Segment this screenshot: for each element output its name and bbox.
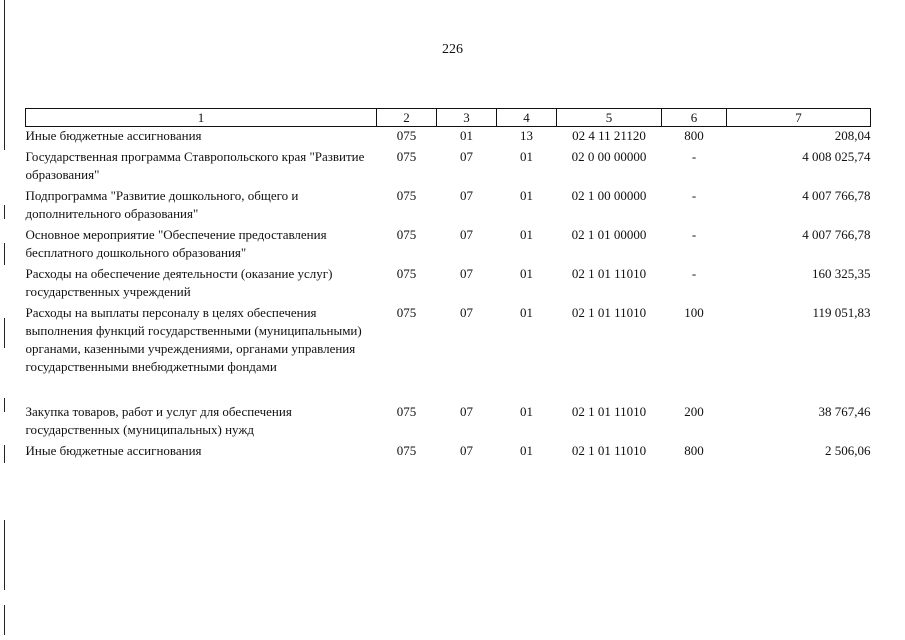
- table-row: [26, 127, 871, 149]
- column-header: 7: [727, 109, 871, 127]
- table-row: [26, 226, 871, 265]
- row-name: Расходы на обеспечение деятельности (оказание услуг) государственных учреждений: [25, 266, 333, 299]
- row-cell: 02 0 00 00000: [571, 149, 647, 164]
- table-row: [26, 403, 871, 442]
- row-amount: 208,04: [834, 128, 871, 143]
- row-cell: 075: [396, 305, 417, 320]
- scan-margin-line: [4, 243, 5, 265]
- row-name: Закупка товаров, работ и услуг для обеспечения государственных (муниципальных) нужд: [25, 404, 292, 437]
- row-cell: 01: [520, 443, 533, 458]
- row-name: Расходы на выплаты персоналу в целях обеспечения выполнения функций государственными (муниципальными) органами, казенными учреждениями, органами управления государственными внебюджетными фондами: [25, 305, 362, 374]
- budget-table: [25, 108, 871, 463]
- row-cell: 01: [520, 188, 533, 203]
- row-amount: 2 506,06: [825, 443, 871, 458]
- scan-margin-line: [4, 0, 5, 150]
- row-cell: 02 1 01 11010: [571, 404, 647, 419]
- table-row: [26, 304, 871, 379]
- row-cell: 075: [396, 188, 417, 203]
- row-cell: 800: [684, 128, 704, 143]
- row-cell: 07: [460, 404, 473, 419]
- row-cell: 07: [460, 149, 473, 164]
- column-header: 5: [557, 109, 662, 127]
- row-cell: 07: [460, 227, 473, 242]
- row-cell: 02 1 01 11010: [571, 305, 647, 320]
- row-amount: 4 007 766,78: [802, 188, 871, 203]
- row-name: Иные бюджетные ассигнования: [25, 128, 202, 143]
- row-amount: 4 007 766,78: [802, 227, 871, 242]
- row-cell: 07: [460, 443, 473, 458]
- row-cell: 07: [460, 188, 473, 203]
- row-cell: 02 1 00 00000: [571, 188, 647, 203]
- row-cell: 200: [684, 404, 704, 419]
- row-amount: 38 767,46: [818, 404, 871, 419]
- row-cell: 07: [460, 266, 473, 281]
- row-cell: -: [691, 149, 697, 164]
- scan-margin-line: [4, 318, 5, 348]
- row-amount: 160 325,35: [812, 266, 871, 281]
- row-cell: 02 1 01 00000: [571, 227, 647, 242]
- row-name: Государственная программа Ставропольского края "Развитие образования": [25, 149, 365, 182]
- row-amount: 119 051,83: [812, 305, 871, 320]
- row-cell: 800: [684, 443, 704, 458]
- table-row: [26, 148, 871, 187]
- table-spacer-row: [26, 379, 871, 403]
- row-name: Иные бюджетные ассигнования: [25, 443, 202, 458]
- row-cell: -: [691, 266, 697, 281]
- row-name: Подпрограмма "Развитие дошкольного, общего и дополнительного образования": [25, 188, 299, 221]
- row-cell: 075: [396, 149, 417, 164]
- column-header: 6: [662, 109, 727, 127]
- row-cell: 01: [520, 149, 533, 164]
- page-number: 226: [442, 42, 463, 57]
- scan-margin-line: [4, 445, 5, 463]
- row-cell: 01: [460, 128, 473, 143]
- scan-margin-line: [4, 398, 5, 412]
- table-row: [26, 187, 871, 226]
- row-cell: 075: [396, 266, 417, 281]
- row-cell: 07: [460, 305, 473, 320]
- column-header: 3: [437, 109, 497, 127]
- row-cell: -: [691, 188, 697, 203]
- table-header-row: [26, 109, 871, 127]
- row-cell: 02 4 11 21120: [572, 128, 646, 143]
- row-cell: 075: [396, 128, 417, 143]
- row-amount: 4 008 025,74: [802, 149, 871, 164]
- row-cell: 02 1 01 11010: [571, 443, 647, 458]
- row-cell: 100: [684, 305, 704, 320]
- scan-margin-line: [4, 605, 5, 635]
- row-cell: 075: [396, 404, 417, 419]
- row-cell: 13: [520, 128, 533, 143]
- table-row: [26, 442, 871, 463]
- scan-margin-line: [4, 205, 5, 219]
- column-header: 2: [377, 109, 437, 127]
- row-cell: 01: [520, 404, 533, 419]
- row-cell: 01: [520, 266, 533, 281]
- column-header: 1: [26, 109, 377, 127]
- row-cell: 01: [520, 305, 533, 320]
- scan-margin-line: [4, 520, 5, 590]
- row-cell: -: [691, 227, 697, 242]
- table-row: [26, 265, 871, 304]
- row-name: Основное мероприятие "Обеспечение предоставления бесплатного дошкольного образования": [25, 227, 327, 260]
- row-cell: 075: [396, 227, 417, 242]
- row-cell: 01: [520, 227, 533, 242]
- row-cell: 075: [396, 443, 417, 458]
- row-cell: 02 1 01 11010: [571, 266, 647, 281]
- column-header: 4: [497, 109, 557, 127]
